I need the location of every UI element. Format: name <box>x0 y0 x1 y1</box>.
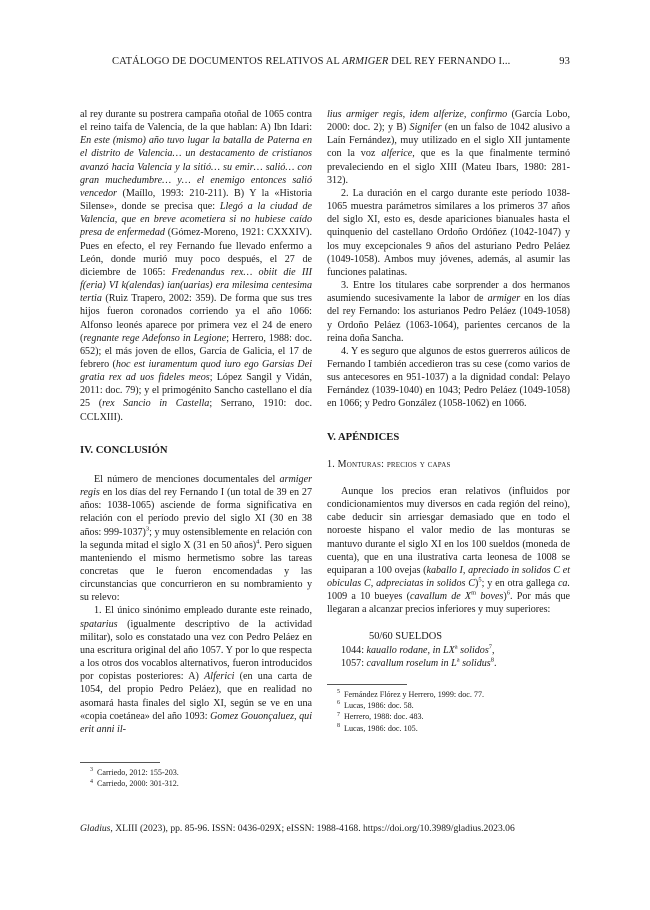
subsection-title: 1. Monturas: precios y capas <box>327 458 451 470</box>
running-header <box>80 56 570 72</box>
section-title-appendices: V. APÉNDICES <box>327 431 400 443</box>
paragraph-conclusion-intro: El número de menciones documentales del armiger regis en los días del rey Fernando I (un total de 39 en 27 años: 1038-1065) asciende de forma significativa en relación con el período previo del siglo XI (30 en 38 años: 999-1037)$^3$; y muy ostensiblemente en relación con la segunda mitad el siglo X (31 en 50 años)$^4$. Pero siguen manteniendo el mismo hermetismo sobre las tareas concretas que le fueron encomendadas y las circunstancias que concurrieron en su nombramiento y su relevo: <box>80 473 312 604</box>
footnote-8: $^8$ Lucas, 1986: doc. 105. <box>337 722 418 733</box>
section-title-conclusion: IV. CONCLUSIÓN <box>80 444 168 456</box>
page-number: 93 <box>559 56 570 67</box>
footnote-rule <box>327 684 407 685</box>
price-table-row: 1044: kauallo rodane, in $LX^a$ solidos$^7$, <box>341 643 495 656</box>
journal-footer <box>80 823 570 834</box>
journal-name: Gladius <box>80 823 111 834</box>
footnotes-right <box>327 684 570 734</box>
price-table-row: 1057: cavallum roselum in $L^a$ solidus$^8$. <box>341 656 497 669</box>
paragraph-conclusion-3: 3. Entre los titulares cabe sorprender a dos hermanos asumiendo sucesivamente la labor de armiger en los días del rey Fernando: los asturianos Pedro Peláez (1049-1058) y Ordoño Peláez (1063-1064), parientes cercanos de la reina doña Sancha. <box>327 280 570 344</box>
footnote-7: $^7$ Herrero, 1988: doc. 483. <box>337 711 424 722</box>
journal-citation: , XLIII (2023), pp. 85-96. ISSN: 0436-029X; eISSN: 1988-4168. https://doi.org/10.3989/gladius.2023.06 <box>110 823 515 834</box>
footnotes-left <box>80 762 312 789</box>
footnote-3: $^3$ Carriedo, 2012: 155-203. <box>90 767 179 778</box>
footnote-rule <box>80 762 160 763</box>
paragraph-prices: Aunque los precios eran relativos (influidos por condicionamientos muy diversos en cada región del reino), cabe deducir sin arriesgar demasiado que en todo el noroeste hispano el valor medio de las monturas se mantuvo durante el siglo XI en los 100 sueldos (moneda de cuenta), que en una ilustrativa carta leonesa de 1008 se equiparan a 100 ovejas (kaballo I, apreciado in solidos C et obiculas C, adpreciatas in solidos C)$^5$; y en otra gallega ca. 1009 a 10 bueyes (cavallum de $X^m$ boves)$^6$. Por más que llegaran a alcanzar precios inferiores y muy superiores: <box>327 485 571 616</box>
paragraph-conclusion-cont: lius armiger regis, idem alferize, confirmo (García Lobo, 2000: doc. 2); y B) Signifer (en un falso de 1042 alusivo a Laín Fernández), muy utilizado en el siglo XII juntamente con la voz alferice, que es la que finalmente terminó prevaleciendo en el siglo XIII (Mateu Ibars, 1980: 281-312). <box>327 109 571 186</box>
price-table-heading: 50/60 SUELDOS <box>369 631 443 643</box>
paragraph-campaign: al rey durante su postrera campaña otoñal de 1065 contra el reino taifa de Valencia, de la que hablan: A) Ibn Idari: En este (mismo) año tuvo lugar la batalla de Paterna en el distrito de Valencia… un destacamento de cristianos avanzó hacia Valencia y la sitió… su emir… salió… con gran muchedumbre… y… el enemigo entonces salió vencedor (Maíllo, 1993: 210-211). B) Y la «Historia Silense», donde se precisa que: Llegó a la ciudad de Valencia, que en breve acometiera si no hubiese caído presa de enfermedad (Gómez-Moreno, 1921: CXXXIV). Pues en efecto, el rey Fernando fue llevado enfermo a León, donde murió muy poco después, el 27 de diciembre de 1065: Fredenandus rex… obiit die III f(eria) VI k(alendas) ian(uarias) era milesima centesima tertia (Ruiz Trapero, 2002: 359). De forma que sus tres hijos fueron coronados corriendo ya el año 1066: Alfonso leonés aparece por primera vez el 24 de enero (regnante rege Adefonso in Legione; Herrero, 1988: doc. 652); el más joven de ellos, García de Galicia, el 17 de febrero (hoc est iuramentum quod iuro ego Garsias Dei gratia rex ad uos fideles meos; López Sangil y Vidán, 2011: doc. 79); y el primogénito Sancho castellano el día 25 (rex Sancio in Castella; Serrano, 1910: doc. CCLXIII). <box>80 109 312 423</box>
price-table <box>341 630 570 669</box>
footnote-5: $^5$ Fernández Flórez y Herrero, 1999: doc. 77. <box>337 689 485 699</box>
paragraph-conclusion-4: 4. Y es seguro que algunos de estos guerreros aúlicos de Fernando I también accedieron tras su cese (como varios de sus antecesores en 951-1037) a la dignidad condal: Pelayo Fernández (1039-1040) en 1043; Pedro Peláez (1049-1058) en 1066; y Pedro González (1058-1062) en 1066. <box>327 345 570 410</box>
paragraph-conclusion-2: 2. La duración en el cargo durante este período 1038-1065 muestra parámetros similares a los primeros 37 años del siglo XI, esto es, desde apariciones bianuales hasta el quinquenio del castellano Ordoño Ordóñez (1042-1047) y los muy excepcionales 9 años del asturiano Pedro Peláez (1049-1058). Ambos muy jóvenes, además, al asumir las funciones palatinas. <box>327 187 570 278</box>
left-column <box>80 108 312 789</box>
footnote-4: $^4$ Carriedo, 2000: 301-312. <box>90 778 179 789</box>
footnote-6: $^6$ Lucas, 1986: doc. 58. <box>337 700 414 711</box>
right-column <box>327 108 570 734</box>
running-title: CATÁLOGO DE DOCUMENTOS RELATIVOS AL ARMIGER DEL REY FERNANDO I... <box>112 56 511 67</box>
paragraph-conclusion-1: 1. El único sinónimo empleado durante este reinado, spatarius (igualmente descriptivo de la actividad militar), solo es constatado una vez con Pedro Peláez en una escritura original del año 1057. Y por lo que respecta a los otros dos vocablos alternativos, fueron introducidos por copistas posteriores: A) Alferici (en una carta de 1054, del propio Pedro Peláez), que en realidad no asomará hasta finales del siglo XI, según se ve en una «copia coetánea» del año 1093: Gomez Gouonçaluez, qui erit anni il- <box>80 605 313 735</box>
